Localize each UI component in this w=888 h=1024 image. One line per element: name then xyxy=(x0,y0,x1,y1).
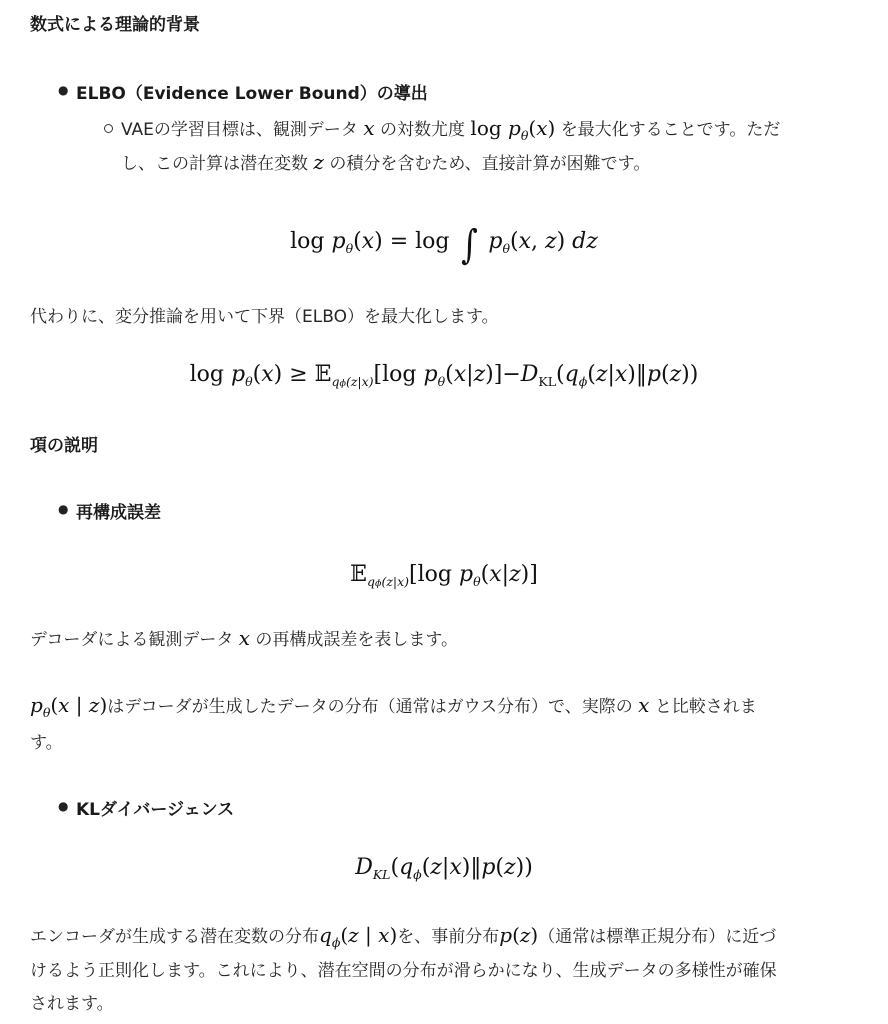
elbo-desc-text-c: を最大化することです。ただ xyxy=(560,120,781,140)
terms-heading: 項の説明 xyxy=(30,436,98,456)
math-decoder-dist: $p_\theta(x$ | z) xyxy=(30,693,108,720)
equation-elbo: $\log p_\theta(x)$ ≥ 𝔼$_{q\phi(z|x)}$[log $p_\theta(x|z)]-D_{KL}(q_\phi(z|x)‖p(z))$ xyxy=(189,362,699,389)
math-prior: p(z) xyxy=(499,923,539,947)
bullet-dot: ● xyxy=(58,83,69,97)
section-title: 数式による理論的背景 xyxy=(30,15,200,35)
equation-reconstruction: 𝔼$_{q\phi(z|x)}$[log $p_\theta(x|z)$] xyxy=(350,562,538,589)
kl-desc-text-c: （通常は標準正規分布）に近づ xyxy=(538,927,777,947)
kl-heading: KLダイバージェンス xyxy=(76,800,235,820)
elbo-desc-text-b: の対数尤度 xyxy=(380,120,466,140)
math-x: x xyxy=(363,116,375,140)
elbo-desc-text-a: VAEの学習目標は、観測データ xyxy=(121,120,358,140)
math-log-likelihood: $\log p_\theta(x)$ xyxy=(470,116,556,143)
kl-desc-text-a: エンコーダが生成する潜在変数の分布 xyxy=(30,927,319,947)
kl-desc-line1 xyxy=(30,922,777,950)
math-z: z xyxy=(313,150,324,174)
recon-desc-text-b: の再構成誤差を表します。 xyxy=(255,630,459,650)
elbo-desc-line1 xyxy=(121,115,781,143)
elbo-desc-line2 xyxy=(121,149,650,174)
math-encoder-dist: $q_\phi(z$ | x) xyxy=(319,923,398,950)
bullet-dot: ● xyxy=(58,502,69,516)
recon-desc2-line1 xyxy=(30,692,757,720)
sub-bullet-circle xyxy=(104,124,113,133)
recon-heading: 再構成誤差 xyxy=(76,503,161,523)
kl-desc-line3: されます。 xyxy=(30,994,114,1014)
recon-desc2-text-a: はデコーダが生成したデータの分布（通常はガウス分布）で、実際の xyxy=(107,697,633,717)
recon-desc-text-a: デコーダによる観測データ xyxy=(30,630,234,650)
elbo-desc-text-e: の積分を含むため、直接計算が困難です。 xyxy=(329,154,651,174)
equation-marginal-likelihood: $\log p_\theta(x) = \log$ ∫ $p_\theta(x$, z) dz xyxy=(290,222,598,268)
recon-desc2-text-b: と比較されま xyxy=(654,697,757,717)
math-x: x xyxy=(238,626,251,650)
elbo-heading: ELBO（Evidence Lower Bound）の導出 xyxy=(76,84,428,104)
math-x: x xyxy=(638,693,650,717)
elbo-desc-text-d: し、この計算は潜在変数 xyxy=(121,154,308,174)
equation-kl: $D_{KL}(q_\phi(z|x)‖p(z))$ xyxy=(355,855,533,882)
recon-desc2-line2: す。 xyxy=(30,733,63,753)
kl-desc-line2: けるよう正則化します。これにより、潜在空間の分布が滑らかになり、生成データの多様性が確保 xyxy=(30,961,777,981)
recon-desc xyxy=(30,625,458,650)
bullet-dot: ● xyxy=(58,799,69,813)
elbo-alt-text: 代わりに、変分推論を用いて下界（ELBO）を最大化します。 xyxy=(30,307,499,327)
kl-desc-text-b: を、事前分布 xyxy=(397,927,500,947)
